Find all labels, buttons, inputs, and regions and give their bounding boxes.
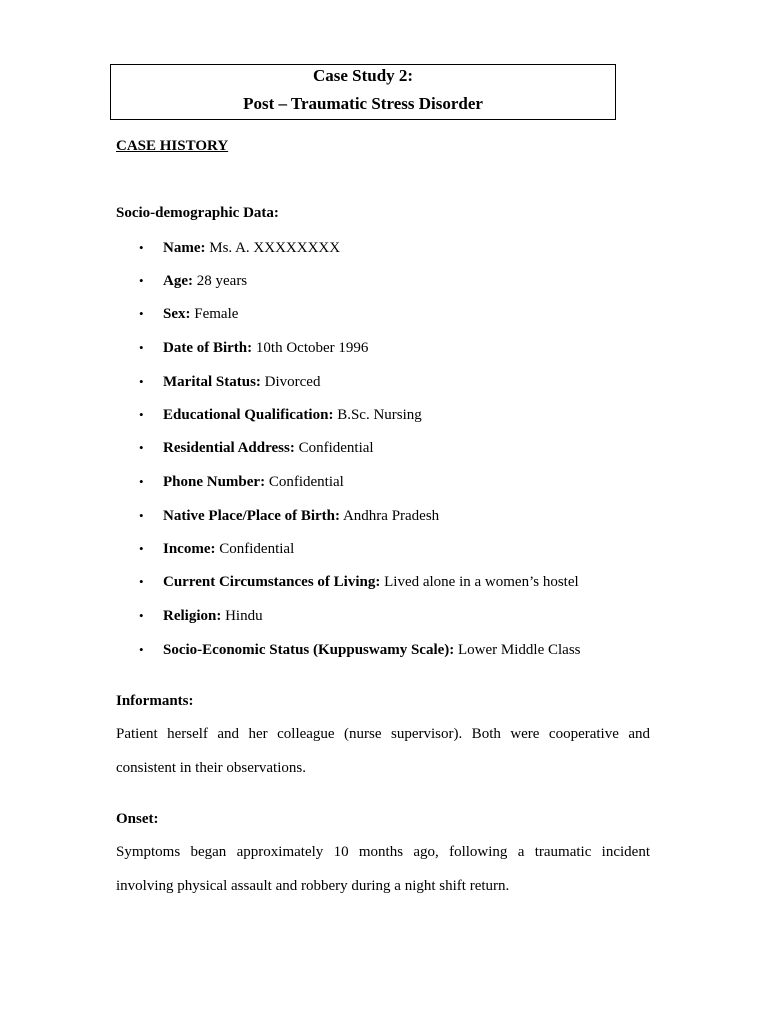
bullet-icon: • xyxy=(139,240,144,255)
case-study-title: Post – Traumatic Stress Disorder xyxy=(243,94,483,113)
item-label: Name: xyxy=(163,240,206,256)
informants-text-line-2: consistent in their observations. xyxy=(116,760,306,776)
item-value: Confidential xyxy=(265,474,344,490)
item-label: Sex: xyxy=(163,306,191,322)
item-label: Phone Number: xyxy=(163,474,266,490)
item-label: Residential Address: xyxy=(163,440,295,456)
item-label: Socio-Economic Status (Kuppuswamy Scale): xyxy=(163,642,455,658)
bullet-icon: • xyxy=(139,642,144,657)
item-value: Hindu xyxy=(221,608,263,624)
onset-text-line-2: involving physical assault and robbery during a night shift return. xyxy=(116,878,510,894)
bullet-icon: • xyxy=(139,306,144,321)
item-label: Current Circumstances of Living: xyxy=(163,574,381,590)
bullet-icon: • xyxy=(139,474,144,489)
informants-text-line-1: Patient herself and her colleague (nurse supervisor). Both were cooperative and xyxy=(116,726,650,742)
case-history-heading: CASE HISTORY xyxy=(116,138,229,154)
bullet-icon: • xyxy=(139,608,144,623)
bullet-icon: • xyxy=(139,407,144,422)
case-study-number: Case Study 2: xyxy=(312,66,414,85)
item-value: 10th October 1996 xyxy=(252,340,369,356)
informants-heading: Informants: xyxy=(116,693,194,709)
item-value: 28 years xyxy=(193,273,248,289)
item-label: Age: xyxy=(163,273,193,289)
item-label: Marital Status: xyxy=(163,374,261,390)
bullet-icon: • xyxy=(139,374,144,389)
item-label: Native Place/Place of Birth: xyxy=(163,508,341,524)
item-label: Educational Qualification: xyxy=(163,407,334,423)
bullet-icon: • xyxy=(139,541,144,556)
title-box xyxy=(110,64,616,120)
item-value: B.Sc. Nursing xyxy=(333,407,422,423)
item-label: Date of Birth: xyxy=(163,340,253,356)
item-value: Divorced xyxy=(260,374,321,390)
bullet-icon: • xyxy=(139,440,144,455)
item-value: Lower Middle Class xyxy=(454,642,581,658)
bullet-icon: • xyxy=(139,508,144,523)
bullet-icon: • xyxy=(139,273,144,288)
bullet-icon: • xyxy=(139,340,144,355)
item-label: Religion: xyxy=(163,608,222,624)
item-value: Female xyxy=(190,306,239,322)
item-value: Confidential xyxy=(294,440,374,456)
socio-demographic-heading: Socio-demographic Data: xyxy=(116,205,279,221)
bullet-icon: • xyxy=(139,574,144,589)
item-value: Confidential xyxy=(215,541,295,557)
item-value: Ms. A. XXXXXXXX xyxy=(205,240,341,256)
item-label: Income: xyxy=(163,541,216,557)
item-value: Lived alone in a women’s hostel xyxy=(380,574,579,590)
onset-text-line-1: Symptoms began approximately 10 months ago, following a traumatic incident xyxy=(116,844,650,860)
item-value: Andhra Pradesh xyxy=(340,508,440,524)
onset-heading: Onset: xyxy=(116,811,159,827)
